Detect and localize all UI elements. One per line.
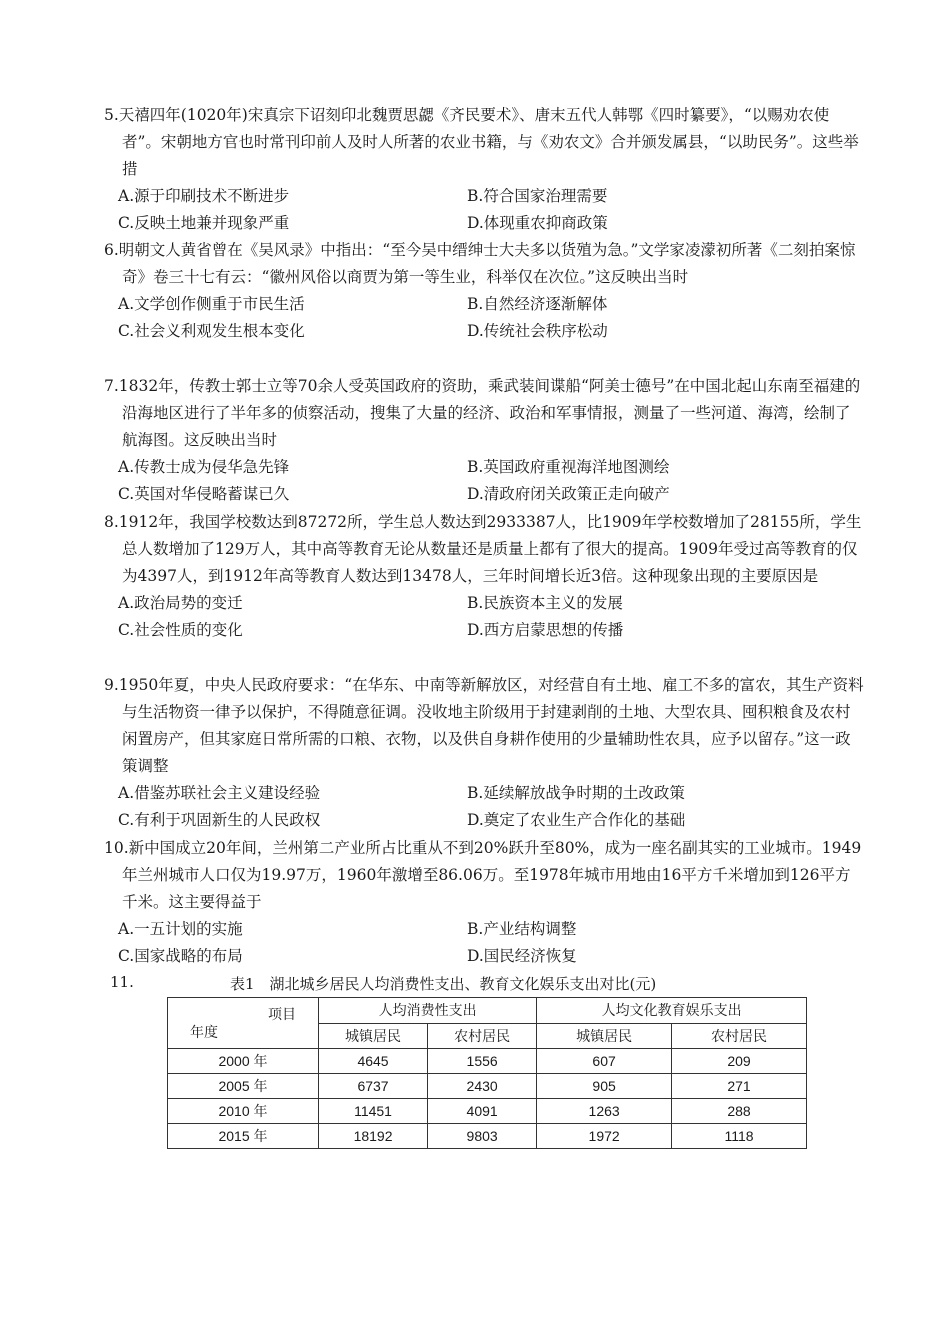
option-a[interactable]: A.传教士成为侵华急先锋 [118, 458, 290, 476]
option-d[interactable]: D.传统社会秩序松动 [467, 322, 608, 340]
value-cell: 271 [672, 1074, 807, 1099]
value-cell: 11451 [319, 1099, 428, 1124]
option-a[interactable]: A.借鉴苏联社会主义建设经验 [118, 784, 321, 802]
question-11-number: 11. [110, 973, 134, 991]
subheader-cell: 城镇居民 [319, 1023, 428, 1049]
option-a[interactable]: A.源于印刷技术不断进步 [118, 187, 290, 205]
question-stem: 7.1832年，传教士郭士立等70余人受英国政府的资助，乘武装间谍船“阿美士德号”在中国北起山东南至福建的沿海地区进行了半年多的侦察活动，搜集了大量的经济、政治和军事情报，测量了一些河道、海湾，绘制了航海图。这反映出当时 [104, 377, 861, 449]
option-c[interactable]: C.社会性质的变化 [118, 621, 243, 639]
year-cell: 2010 年 [168, 1099, 319, 1124]
options [118, 291, 864, 345]
question-8 [104, 509, 864, 644]
corner-item-label: 项目 [268, 1007, 296, 1023]
question-stem: 6.明朝文人黄省曾在《吴风录》中指出：“至今吴中缙绅士大夫多以货殖为急。”文学家凌濛初所著《二刻拍案惊奇》卷三十七有云：“徽州风俗以商贾为第一等生业，科举仅在次位。”这反映出当时 [104, 241, 856, 286]
year-cell: 2015 年 [168, 1124, 319, 1149]
table-row [168, 1049, 807, 1074]
table-row [168, 1074, 807, 1099]
value-cell: 1556 [428, 1049, 537, 1074]
value-cell: 2430 [428, 1074, 537, 1099]
value-cell: 1263 [537, 1099, 672, 1124]
option-b[interactable]: B.英国政府重视海洋地图测绘 [467, 458, 670, 476]
group-header-education: 人均文化教育娱乐支出 [537, 998, 807, 1024]
option-c[interactable]: C.反映土地兼并现象严重 [118, 214, 290, 232]
option-c[interactable]: C.英国对华侵略蓄谋已久 [118, 485, 290, 503]
option-b[interactable]: B.自然经济逐渐解体 [467, 295, 608, 313]
subheader-cell: 农村居民 [428, 1023, 537, 1049]
value-cell: 4645 [319, 1049, 428, 1074]
option-c[interactable]: C.有利于巩固新生的人民政权 [118, 811, 321, 829]
year-cell: 2000 年 [168, 1049, 319, 1074]
options [118, 780, 864, 834]
table-row [168, 1124, 807, 1149]
table-header-row [168, 998, 807, 1024]
value-cell: 1118 [672, 1124, 807, 1149]
question-7 [104, 373, 864, 508]
value-cell: 6737 [319, 1074, 428, 1099]
option-d[interactable]: D.国民经济恢复 [467, 947, 577, 965]
value-cell: 9803 [428, 1124, 537, 1149]
option-a[interactable]: A.文学创作侧重于市民生活 [118, 295, 305, 313]
subheader-cell: 城镇居民 [537, 1023, 672, 1049]
option-c[interactable]: C.社会义利观发生根本变化 [118, 322, 305, 340]
question-stem: 5.天禧四年(1020年)宋真宗下诏刻印北魏贾思勰《齐民要术》、唐末五代人韩鄂《四时纂要》，“以赐劝农使者”。宋朝地方官也时常刊印前人及时人所著的农业书籍，与《劝农文》合并颁发属县，“以助民务”。这些举措 [104, 106, 859, 178]
options [118, 916, 864, 970]
option-a[interactable]: A.政治局势的变迁 [118, 594, 243, 612]
group-header-consumption: 人均消费性支出 [319, 998, 537, 1024]
question-6 [104, 237, 864, 345]
value-cell: 905 [537, 1074, 672, 1099]
question-9 [104, 672, 864, 834]
option-b[interactable]: B.延续解放战争时期的土改政策 [467, 784, 685, 802]
option-d[interactable]: D.奠定了农业生产合作化的基础 [467, 811, 686, 829]
year-cell: 2005 年 [168, 1074, 319, 1099]
subheader-cell: 农村居民 [672, 1023, 807, 1049]
option-d[interactable]: D.清政府闭关政策正走向破产 [467, 485, 670, 503]
options [118, 590, 864, 644]
option-d[interactable]: D.西方启蒙思想的传播 [467, 621, 624, 639]
options [118, 454, 864, 508]
value-cell: 288 [672, 1099, 807, 1124]
question-stem: 9.1950年夏，中央人民政府要求：“在华东、中南等新解放区，对经营自有土地、雇工不多的富农，其生产资料与生活物资一律予以保护，不得随意征调。没收地主阶级用于封建剥削的土地、大型农具、囤积粮食及农村闲置房产，但其家庭日常所需的口粮、衣物，以及供自身耕作使用的少量辅助性农具，应予以留存。”这一政策调整 [104, 676, 864, 775]
question-10 [104, 835, 864, 970]
table-corner-cell [168, 998, 319, 1049]
option-b[interactable]: B.符合国家治理需要 [467, 187, 608, 205]
data-table [167, 997, 807, 1149]
value-cell: 607 [537, 1049, 672, 1074]
option-b[interactable]: B.产业结构调整 [467, 920, 577, 938]
option-d[interactable]: D.体现重农抑商政策 [467, 214, 608, 232]
table-title: 表1 湖北城乡居民人均消费性支出、教育文化娱乐支出对比(元) [230, 975, 657, 993]
question-stem: 10.新中国成立20年间，兰州第二产业所占比重从不到20%跃升至80%，成为一座名副其实的工业城市。1949年兰州城市人口仅为19.97万，1960年激增至86.06万。至1978年城市用地由16平方千米增加到126平方千米。这主要得益于 [104, 839, 862, 911]
value-cell: 4091 [428, 1099, 537, 1124]
option-a[interactable]: A.一五计划的实施 [118, 920, 243, 938]
value-cell: 209 [672, 1049, 807, 1074]
value-cell: 1972 [537, 1124, 672, 1149]
options [118, 183, 864, 237]
option-c[interactable]: C.国家战略的布局 [118, 947, 243, 965]
question-stem: 8.1912年，我国学校数达到87272所，学生总人数达到2933387人，比1909年学校数增加了28155所，学生总人数增加了129万人，其中高等教育无论从数量还是质量上都有了很大的提高。1909年受过高等教育的仅为4397人，到1912年高等教育人数达到13478人，三年时间增长近3倍。这种现象出现的主要原因是 [104, 513, 862, 585]
value-cell: 18192 [319, 1124, 428, 1149]
table-row [168, 1099, 807, 1124]
question-5 [104, 102, 864, 237]
corner-year-label: 年度 [190, 1025, 218, 1041]
option-b[interactable]: B.民族资本主义的发展 [467, 594, 623, 612]
